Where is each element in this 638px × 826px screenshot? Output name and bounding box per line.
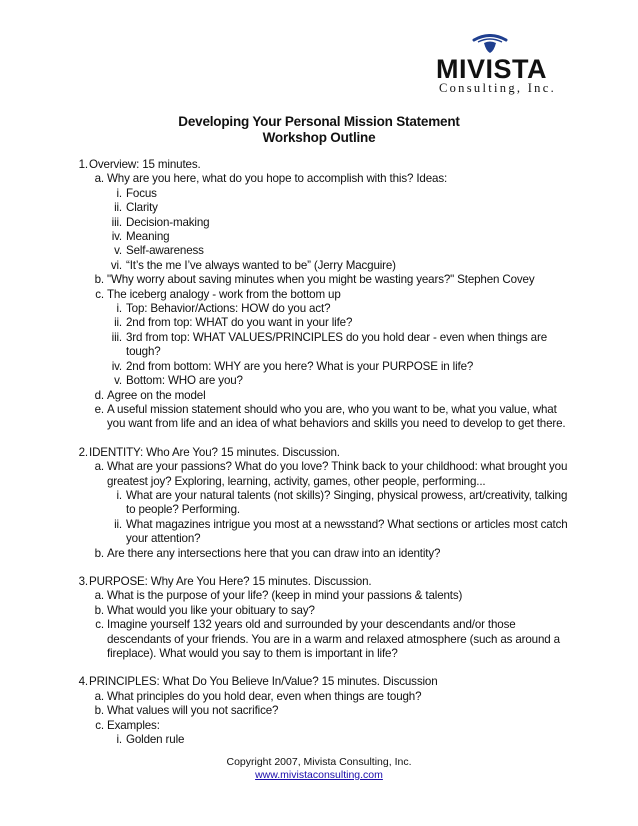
list-marker: v.	[114, 244, 122, 258]
outline-subitem	[76, 374, 576, 388]
list-marker: a.	[94, 460, 104, 474]
item-text: Overview: 15 minutes.	[89, 158, 201, 171]
item-text: What would you like your obituary to say?	[107, 603, 315, 617]
item-text: A useful mission statement should who you are, who you want to be, what you value, what you want from life and an idea of what behaviors and skills you need to develop to get there.	[107, 402, 566, 431]
item-text: PRINCIPLES: What Do You Believe In/Value? 15 minutes. Discussion	[89, 675, 438, 689]
outline-subitem	[76, 230, 576, 244]
outline-subitem	[76, 360, 576, 374]
workshop-outline	[76, 158, 576, 747]
item-text: "Why worry about saving minutes when you might be wasting years?" Stephen Covey	[107, 273, 535, 287]
list-marker: a.	[94, 689, 104, 703]
item-text: Self-awareness	[126, 244, 204, 258]
outline-item	[76, 403, 576, 432]
outline-subitem	[76, 187, 576, 201]
item-text: What principles do you hold dear, even when things are tough?	[107, 689, 422, 703]
list-marker: b.	[94, 603, 104, 617]
item-text: Clarity	[126, 201, 158, 215]
document-subtitle: Workshop Outline	[262, 130, 376, 145]
list-marker: b.	[94, 704, 104, 718]
list-marker: a.	[94, 172, 104, 186]
item-text: Bottom: WHO are you?	[126, 374, 243, 388]
item-text: What values will you not sacrifice?	[107, 704, 279, 718]
section-heading	[76, 158, 576, 172]
list-marker: c.	[95, 618, 104, 632]
outline-subitem	[76, 733, 576, 747]
item-text: What magazines intrigue you most at a newsstand? What sections or articles most catch your attention?	[126, 517, 568, 546]
list-marker: c.	[95, 718, 104, 732]
section-heading	[76, 675, 576, 689]
outline-item	[76, 288, 576, 302]
list-marker: ii.	[114, 517, 122, 531]
outline-subitem	[76, 489, 576, 518]
list-marker: b.	[94, 546, 104, 560]
list-marker: 4.	[78, 675, 88, 689]
item-text: Top: Behavior/Actions: HOW do you act?	[126, 302, 331, 316]
list-marker: i.	[116, 186, 122, 200]
item-text: PURPOSE: Why Are You Here? 15 minutes. Discussion.	[89, 574, 372, 588]
section-spacer	[76, 432, 576, 446]
item-text: IDENTITY: Who Are You? 15 minutes. Discussion.	[89, 445, 340, 459]
outline-item	[76, 273, 576, 287]
item-text: What are your natural talents (not skills)? Singing, physical prowess, art/creativity, talking to people? Performing.	[126, 488, 568, 517]
section-spacer	[76, 561, 576, 575]
list-marker: c.	[95, 287, 104, 301]
page-footer	[0, 756, 638, 782]
outline-item	[76, 704, 576, 718]
list-marker: a.	[94, 589, 104, 603]
list-marker: 1.	[78, 158, 88, 171]
item-text: 3rd from top: WHAT VALUES/PRINCIPLES do you hold dear - even when things are tough?	[126, 330, 547, 359]
item-text: 2nd from top: WHAT do you want in your life?	[126, 316, 353, 330]
item-text: What is the purpose of your life? (keep in mind your passions & talents)	[107, 589, 463, 603]
logo-wordmark: MIVISTA	[436, 54, 547, 84]
eye-logo-icon	[472, 34, 508, 54]
list-marker: d.	[94, 388, 104, 402]
outline-subitem	[76, 244, 576, 258]
item-text: Decision-making	[126, 215, 210, 229]
copyright-text: Copyright 2007, Mivista Consulting, Inc.	[226, 756, 412, 768]
section-heading	[76, 446, 576, 460]
list-marker: ii.	[114, 316, 122, 330]
list-marker: i.	[116, 733, 122, 747]
outline-subitem	[76, 331, 576, 360]
outline-subitem	[76, 201, 576, 215]
item-text: Focus	[126, 186, 157, 200]
outline-item	[76, 589, 576, 603]
list-marker: 2.	[78, 445, 88, 459]
item-text: 2nd from bottom: WHY are you here? What is your PURPOSE in life?	[126, 359, 474, 373]
outline-subitem	[76, 316, 576, 330]
list-marker: ii.	[114, 201, 122, 215]
website-link[interactable]: www.mivistaconsulting.com	[255, 769, 383, 781]
outline-item	[76, 618, 576, 661]
list-marker: iv.	[111, 359, 122, 373]
list-marker: iii.	[111, 215, 122, 229]
outline-item	[76, 547, 576, 561]
outline-item	[76, 460, 576, 489]
list-marker: i.	[116, 488, 122, 502]
list-marker: iii.	[111, 330, 122, 344]
logo-subtitle: Consulting, Inc.	[439, 81, 557, 95]
outline-subitem	[76, 518, 576, 547]
item-text: Why are you here, what do you hope to accomplish with this? Ideas:	[107, 172, 448, 186]
list-marker: iv.	[111, 230, 122, 244]
item-text: The iceberg analogy - work from the bottom up	[107, 287, 341, 301]
item-text: Meaning	[126, 230, 170, 244]
list-marker: v.	[114, 374, 122, 388]
outline-item	[76, 604, 576, 618]
outline-subitem	[76, 216, 576, 230]
item-text: Imagine yourself 132 years old and surrounded by your descendants and/or those descendants of your friends. You are in a warm and relaxed atmosphere (such as around a fireplace). What would you say to them is important in life?	[107, 618, 560, 660]
document-title: Developing Your Personal Mission Statement	[178, 114, 460, 129]
outline-subitem	[76, 302, 576, 316]
item-text: Agree on the model	[107, 388, 206, 402]
outline-subitem	[76, 259, 576, 273]
outline-item	[76, 690, 576, 704]
section-spacer	[76, 661, 576, 675]
item-text: Are there any intersections here that you can draw into an identity?	[107, 546, 441, 560]
company-logo	[430, 34, 570, 94]
list-marker: vi.	[110, 258, 122, 272]
outline-item	[76, 172, 576, 186]
list-marker: i.	[116, 302, 122, 316]
outline-item	[76, 719, 576, 733]
list-marker: b.	[94, 273, 104, 287]
outline-item	[76, 389, 576, 403]
item-text: What are your passions? What do you love? Think back to your childhood: what brought you greatest joy? Exploring, learning, activity, games, other people, performing...	[107, 460, 568, 488]
item-text: Golden rule	[126, 733, 185, 747]
item-text: Examples:	[107, 718, 160, 732]
list-marker: 3.	[78, 574, 88, 588]
section-heading	[76, 575, 576, 589]
list-marker: e.	[94, 402, 104, 416]
item-text: “It’s the me I’ve always wanted to be” (Jerry Macguire)	[126, 258, 396, 272]
